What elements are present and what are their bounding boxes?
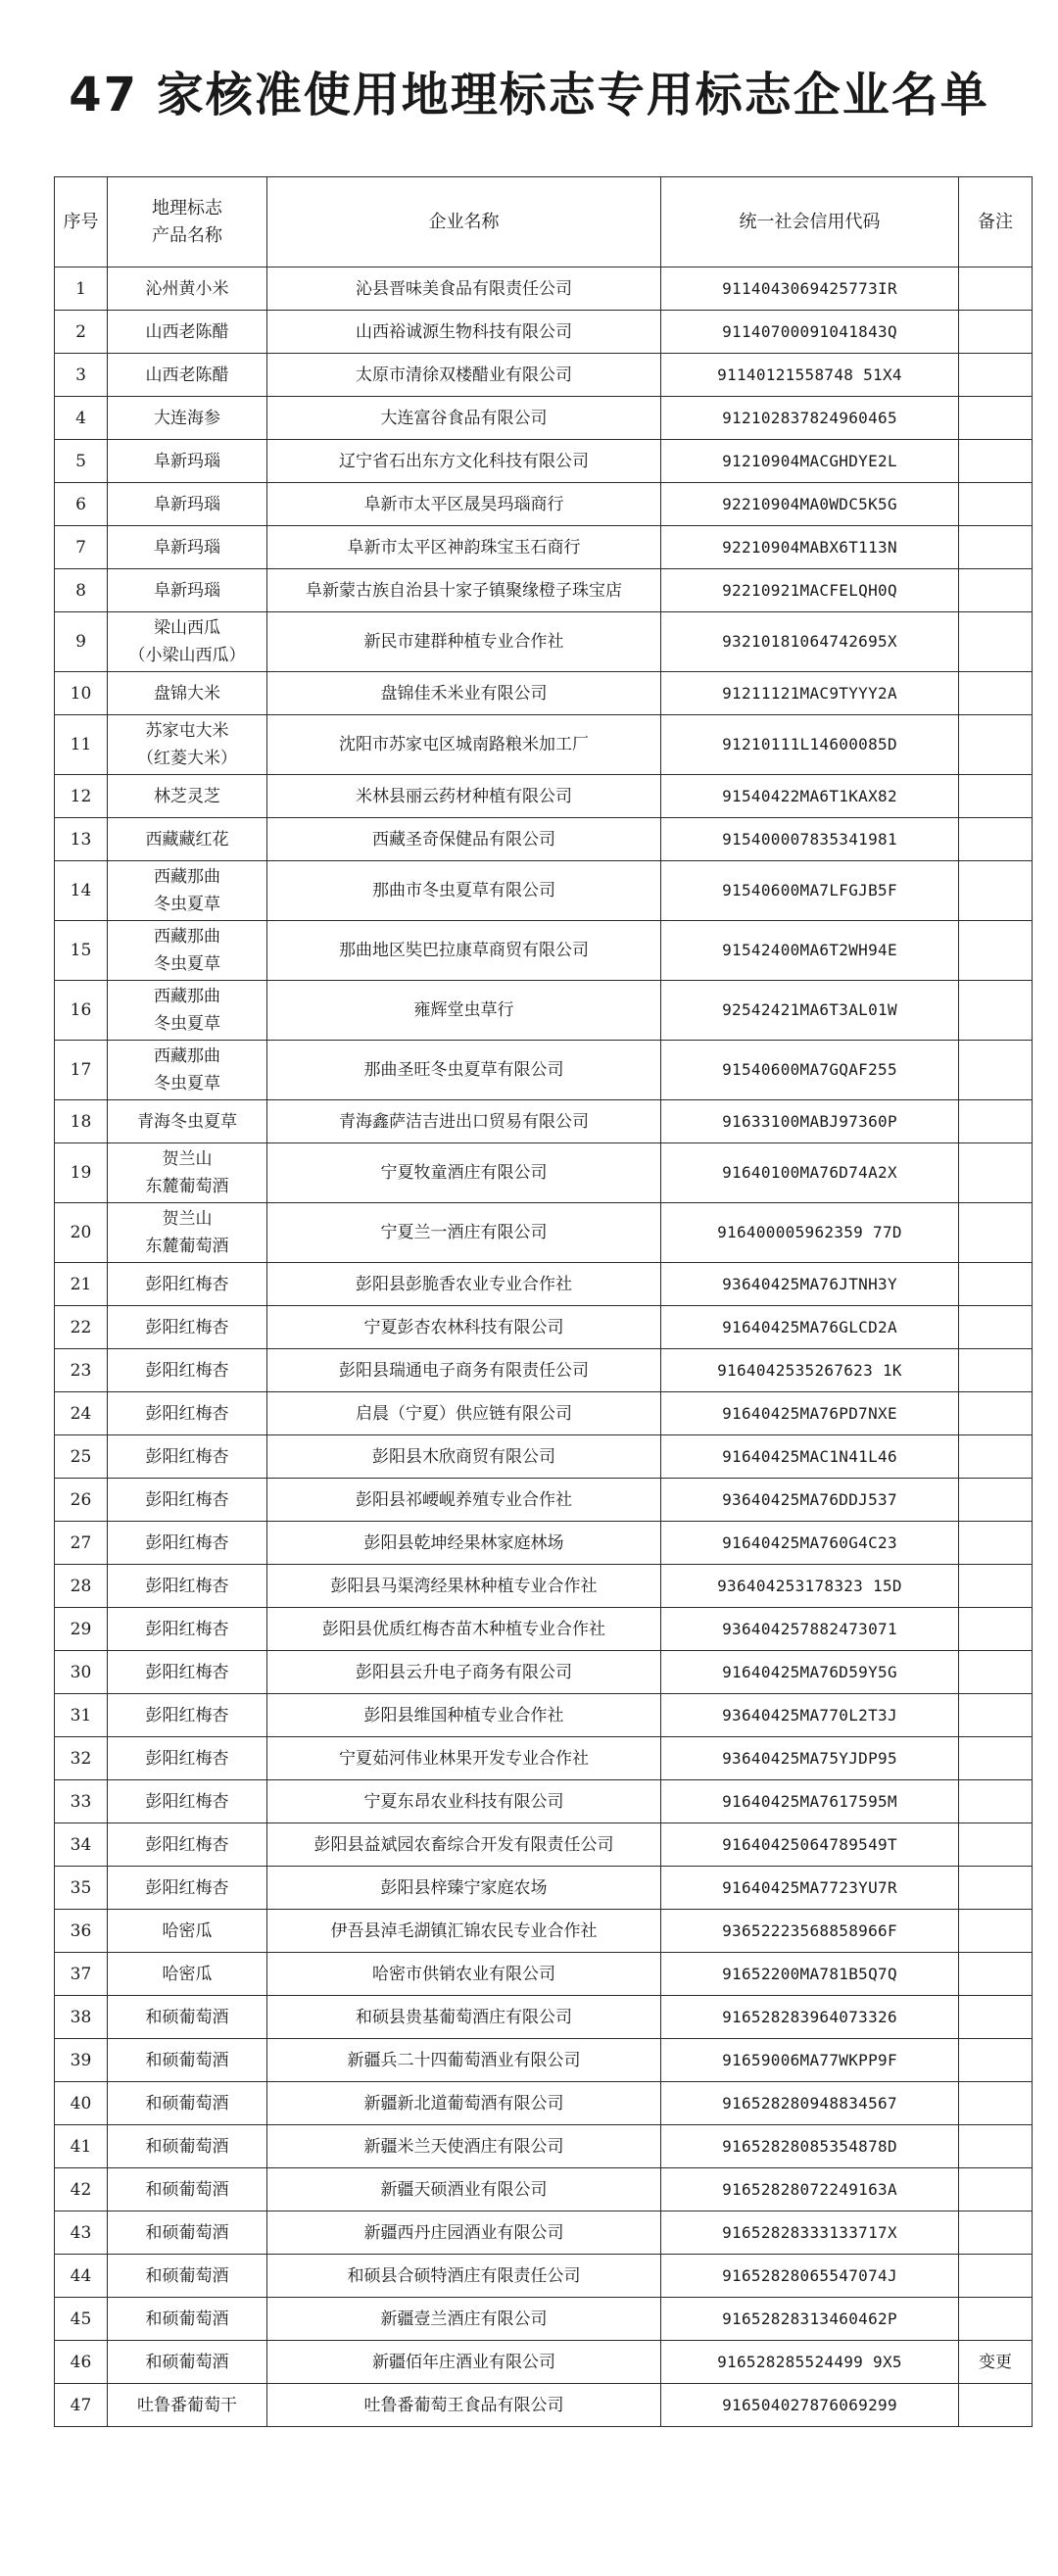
cell-credit-code: 91640425MA7723YU7R (661, 1867, 959, 1910)
cell-product: 彭阳红梅杏 (108, 1435, 267, 1479)
cell-company: 彭阳县优质红梅杏苗木种植专业合作社 (267, 1608, 661, 1651)
cell-credit-code: 936404253178323 15D (661, 1565, 959, 1608)
table-row (55, 526, 1033, 569)
cell-company: 新民市建群种植专业合作社 (267, 612, 661, 672)
header-code: 统一社会信用代码 (661, 177, 959, 267)
cell-product: 彭阳红梅杏 (108, 1694, 267, 1737)
cell-note (959, 1953, 1033, 1996)
cell-company: 雍辉堂虫草行 (267, 981, 661, 1041)
cell-product: 西藏那曲 冬虫夏草 (108, 981, 267, 1041)
cell-credit-code: 91659006MA77WKPP9F (661, 2039, 959, 2082)
cell-credit-code: 91540600MA7GQAF255 (661, 1041, 959, 1100)
cell-note (959, 2255, 1033, 2298)
cell-note (959, 1996, 1033, 2039)
cell-note (959, 2211, 1033, 2255)
table-row (55, 921, 1033, 981)
cell-company: 那曲圣旺冬虫夏草有限公司 (267, 1041, 661, 1100)
cell-company: 阜新市太平区晟昊玛瑙商行 (267, 483, 661, 526)
cell-credit-code: 93640425MA75YJDP95 (661, 1737, 959, 1780)
cell-company: 新疆新北道葡萄酒有限公司 (267, 2082, 661, 2125)
cell-product: 和硕葡萄酒 (108, 2211, 267, 2255)
cell-company: 彭阳县木欣商贸有限公司 (267, 1435, 661, 1479)
table-row (55, 981, 1033, 1041)
cell-company: 太原市清徐双楼醋业有限公司 (267, 354, 661, 397)
table-row (55, 1867, 1033, 1910)
cell-no: 37 (55, 1953, 108, 1996)
header-product: 地理标志 产品名称 (108, 177, 267, 267)
cell-credit-code: 92210904MA0WDC5K5G (661, 483, 959, 526)
table-row (55, 1100, 1033, 1143)
table-row (55, 354, 1033, 397)
table-body (55, 267, 1033, 2427)
cell-note (959, 1479, 1033, 1522)
table-row (55, 2384, 1033, 2427)
cell-product: 阜新玛瑙 (108, 526, 267, 569)
cell-product: 和硕葡萄酒 (108, 2039, 267, 2082)
table-row (55, 2298, 1033, 2341)
cell-credit-code: 9164042535267623 1K (661, 1349, 959, 1392)
cell-credit-code: 91640425MA76D59Y5G (661, 1651, 959, 1694)
cell-credit-code: 916400005962359 77D (661, 1203, 959, 1263)
table-row (55, 775, 1033, 818)
cell-credit-code: 936404257882473071 (661, 1608, 959, 1651)
cell-credit-code: 912102837824960465 (661, 397, 959, 440)
table-row (55, 1435, 1033, 1479)
cell-company: 山西裕诚源生物科技有限公司 (267, 311, 661, 354)
table-header-row (55, 177, 1033, 267)
cell-note (959, 354, 1033, 397)
cell-no: 47 (55, 2384, 108, 2427)
cell-company: 那曲市冬虫夏草有限公司 (267, 861, 661, 921)
cell-product: 彭阳红梅杏 (108, 1479, 267, 1522)
cell-note (959, 1143, 1033, 1203)
table-row (55, 1565, 1033, 1608)
header-company: 企业名称 (267, 177, 661, 267)
cell-note (959, 1522, 1033, 1565)
cell-no: 6 (55, 483, 108, 526)
cell-credit-code: 91210904MACGHDYE2L (661, 440, 959, 483)
cell-product: 彭阳红梅杏 (108, 1651, 267, 1694)
cell-product: 彭阳红梅杏 (108, 1608, 267, 1651)
table-row (55, 483, 1033, 526)
cell-product: 西藏那曲 冬虫夏草 (108, 861, 267, 921)
cell-no: 22 (55, 1306, 108, 1349)
cell-company: 彭阳县乾坤经果林家庭林场 (267, 1522, 661, 1565)
table-row (55, 1823, 1033, 1867)
cell-note (959, 1100, 1033, 1143)
cell-product: 彭阳红梅杏 (108, 1823, 267, 1867)
cell-no: 15 (55, 921, 108, 981)
cell-product: 彭阳红梅杏 (108, 1737, 267, 1780)
table-row (55, 1392, 1033, 1435)
header-note: 备注 (959, 177, 1033, 267)
cell-product: 哈密瓜 (108, 1953, 267, 1996)
cell-credit-code: 91652828313460462P (661, 2298, 959, 2341)
cell-no: 28 (55, 1565, 108, 1608)
cell-note (959, 775, 1033, 818)
cell-no: 32 (55, 1737, 108, 1780)
cell-company: 和硕县合硕特酒庄有限责任公司 (267, 2255, 661, 2298)
cell-no: 13 (55, 818, 108, 861)
table-row (55, 672, 1033, 715)
cell-company: 沁县晋味美食品有限责任公司 (267, 267, 661, 311)
table-row (55, 1780, 1033, 1823)
cell-note (959, 1737, 1033, 1780)
table-row (55, 1694, 1033, 1737)
cell-company: 宁夏彭杏农林科技有限公司 (267, 1306, 661, 1349)
cell-product: 彭阳红梅杏 (108, 1392, 267, 1435)
table-row (55, 1651, 1033, 1694)
cell-credit-code: 91640425MA76GLCD2A (661, 1306, 959, 1349)
cell-credit-code: 93210181064742695X (661, 612, 959, 672)
cell-credit-code: 91652828085354878D (661, 2125, 959, 2168)
cell-no: 3 (55, 354, 108, 397)
cell-note (959, 526, 1033, 569)
cell-credit-code: 91652828065547074J (661, 2255, 959, 2298)
table-row (55, 1608, 1033, 1651)
cell-note: 变更 (959, 2341, 1033, 2384)
cell-note (959, 1306, 1033, 1349)
cell-company: 宁夏东昂农业科技有限公司 (267, 1780, 661, 1823)
cell-note (959, 311, 1033, 354)
cell-product: 和硕葡萄酒 (108, 2082, 267, 2125)
cell-note (959, 1435, 1033, 1479)
table-row (55, 2168, 1033, 2211)
cell-credit-code: 91210111L14600085D (661, 715, 959, 775)
cell-product: 哈密瓜 (108, 1910, 267, 1953)
cell-product: 和硕葡萄酒 (108, 2341, 267, 2384)
table-row (55, 397, 1033, 440)
cell-no: 8 (55, 569, 108, 612)
table-row (55, 1143, 1033, 1203)
cell-note (959, 672, 1033, 715)
cell-product: 大连海参 (108, 397, 267, 440)
table-row (55, 440, 1033, 483)
cell-note (959, 1608, 1033, 1651)
cell-company: 伊吾县淖毛湖镇汇锦农民专业合作社 (267, 1910, 661, 1953)
table-row (55, 818, 1033, 861)
cell-company: 新疆兵二十四葡萄酒业有限公司 (267, 2039, 661, 2082)
cell-note (959, 483, 1033, 526)
cell-credit-code: 91140700091041843Q (661, 311, 959, 354)
cell-note (959, 921, 1033, 981)
table-row (55, 1479, 1033, 1522)
table-row (55, 1996, 1033, 2039)
cell-company: 米林县丽云药材种植有限公司 (267, 775, 661, 818)
cell-product: 阜新玛瑙 (108, 440, 267, 483)
table-row (55, 715, 1033, 775)
cell-product: 阜新玛瑙 (108, 569, 267, 612)
cell-note (959, 2168, 1033, 2211)
cell-no: 4 (55, 397, 108, 440)
cell-no: 41 (55, 2125, 108, 2168)
cell-no: 45 (55, 2298, 108, 2341)
cell-product: 彭阳红梅杏 (108, 1565, 267, 1608)
cell-product: 苏家屯大米 （红菱大米） (108, 715, 267, 775)
cell-no: 5 (55, 440, 108, 483)
cell-company: 新疆天硕酒业有限公司 (267, 2168, 661, 2211)
cell-note (959, 715, 1033, 775)
table-row (55, 267, 1033, 311)
cell-product: 和硕葡萄酒 (108, 1996, 267, 2039)
cell-note (959, 2125, 1033, 2168)
enterprise-table (54, 176, 1033, 2427)
table-row (55, 1203, 1033, 1263)
cell-no: 20 (55, 1203, 108, 1263)
cell-company: 新疆米兰天使酒庄有限公司 (267, 2125, 661, 2168)
table-row (55, 569, 1033, 612)
cell-product: 彭阳红梅杏 (108, 1780, 267, 1823)
cell-no: 1 (55, 267, 108, 311)
table-row (55, 1041, 1033, 1100)
cell-company: 辽宁省石出东方文化科技有限公司 (267, 440, 661, 483)
cell-no: 9 (55, 612, 108, 672)
cell-company: 彭阳县益斌园农畜综合开发有限责任公司 (267, 1823, 661, 1867)
cell-note (959, 2298, 1033, 2341)
cell-credit-code: 93652223568858966F (661, 1910, 959, 1953)
cell-note (959, 2039, 1033, 2082)
cell-product: 贺兰山 东麓葡萄酒 (108, 1203, 267, 1263)
table-row (55, 2039, 1033, 2082)
table-row (55, 1349, 1033, 1392)
cell-company: 彭阳县祁崾岘养殖专业合作社 (267, 1479, 661, 1522)
cell-product: 和硕葡萄酒 (108, 2125, 267, 2168)
cell-company: 大连富谷食品有限公司 (267, 397, 661, 440)
cell-note (959, 2082, 1033, 2125)
table-row (55, 612, 1033, 672)
table-row (55, 311, 1033, 354)
cell-product: 和硕葡萄酒 (108, 2298, 267, 2341)
cell-note (959, 818, 1033, 861)
cell-company: 新疆西丹庄园酒业有限公司 (267, 2211, 661, 2255)
cell-product: 彭阳红梅杏 (108, 1349, 267, 1392)
cell-no: 16 (55, 981, 108, 1041)
cell-no: 34 (55, 1823, 108, 1867)
cell-no: 39 (55, 2039, 108, 2082)
cell-credit-code: 91640425MA760G4C23 (661, 1522, 959, 1565)
cell-credit-code: 915400007835341981 (661, 818, 959, 861)
cell-company: 青海鑫萨洁吉进出口贸易有限公司 (267, 1100, 661, 1143)
cell-product: 彭阳红梅杏 (108, 1867, 267, 1910)
cell-note (959, 397, 1033, 440)
cell-company: 宁夏茹河伟业林果开发专业合作社 (267, 1737, 661, 1780)
cell-credit-code: 93640425MA76DDJ537 (661, 1479, 959, 1522)
cell-no: 30 (55, 1651, 108, 1694)
cell-credit-code: 92542421MA6T3AL01W (661, 981, 959, 1041)
cell-note (959, 267, 1033, 311)
cell-product: 彭阳红梅杏 (108, 1263, 267, 1306)
cell-note (959, 861, 1033, 921)
cell-no: 23 (55, 1349, 108, 1392)
cell-no: 26 (55, 1479, 108, 1522)
table-row (55, 1737, 1033, 1780)
cell-product: 西藏藏红花 (108, 818, 267, 861)
cell-product: 沁州黄小米 (108, 267, 267, 311)
cell-note (959, 1910, 1033, 1953)
cell-credit-code: 91652828072249163A (661, 2168, 959, 2211)
table-row (55, 2125, 1033, 2168)
cell-credit-code: 91633100MABJ97360P (661, 1100, 959, 1143)
cell-no: 18 (55, 1100, 108, 1143)
cell-company: 新疆佰年庄酒业有限公司 (267, 2341, 661, 2384)
cell-no: 35 (55, 1867, 108, 1910)
cell-credit-code: 91640425064789549T (661, 1823, 959, 1867)
cell-no: 43 (55, 2211, 108, 2255)
cell-credit-code: 916528285524499 9X5 (661, 2341, 959, 2384)
cell-company: 彭阳县瑞通电子商务有限责任公司 (267, 1349, 661, 1392)
cell-note (959, 981, 1033, 1041)
cell-note (959, 1867, 1033, 1910)
cell-credit-code: 93640425MA76JTNH3Y (661, 1263, 959, 1306)
cell-credit-code: 91640425MAC1N41L46 (661, 1435, 959, 1479)
cell-no: 40 (55, 2082, 108, 2125)
cell-company: 新疆壹兰酒庄有限公司 (267, 2298, 661, 2341)
cell-credit-code: 9114043069425773IR (661, 267, 959, 311)
cell-note (959, 1651, 1033, 1694)
cell-product: 吐鲁番葡萄干 (108, 2384, 267, 2427)
cell-note (959, 1565, 1033, 1608)
cell-no: 19 (55, 1143, 108, 1203)
cell-no: 21 (55, 1263, 108, 1306)
cell-company: 宁夏牧童酒庄有限公司 (267, 1143, 661, 1203)
cell-note (959, 2384, 1033, 2427)
cell-company: 彭阳县梓臻宁家庭农场 (267, 1867, 661, 1910)
cell-credit-code: 91652828333133717X (661, 2211, 959, 2255)
cell-credit-code: 916504027876069299 (661, 2384, 959, 2427)
cell-company: 吐鲁番葡萄王食品有限公司 (267, 2384, 661, 2427)
cell-product: 和硕葡萄酒 (108, 2255, 267, 2298)
cell-company: 彭阳县维国种植专业合作社 (267, 1694, 661, 1737)
cell-no: 7 (55, 526, 108, 569)
cell-no: 29 (55, 1608, 108, 1651)
cell-no: 44 (55, 2255, 108, 2298)
table-row (55, 1306, 1033, 1349)
cell-note (959, 612, 1033, 672)
cell-company: 彭阳县彭脆香农业专业合作社 (267, 1263, 661, 1306)
cell-credit-code: 91652200MA781B5Q7Q (661, 1953, 959, 1996)
cell-product: 彭阳红梅杏 (108, 1522, 267, 1565)
cell-note (959, 1203, 1033, 1263)
cell-product: 彭阳红梅杏 (108, 1306, 267, 1349)
cell-product: 西藏那曲 冬虫夏草 (108, 921, 267, 981)
cell-credit-code: 916528280948834567 (661, 2082, 959, 2125)
cell-note (959, 1392, 1033, 1435)
cell-company: 盘锦佳禾米业有限公司 (267, 672, 661, 715)
cell-product: 梁山西瓜 （小梁山西瓜） (108, 612, 267, 672)
cell-credit-code: 91640425MA7617595M (661, 1780, 959, 1823)
cell-note (959, 1823, 1033, 1867)
cell-product: 阜新玛瑙 (108, 483, 267, 526)
cell-no: 12 (55, 775, 108, 818)
cell-no: 17 (55, 1041, 108, 1100)
cell-product: 西藏那曲 冬虫夏草 (108, 1041, 267, 1100)
cell-credit-code: 91540422MA6T1KAX82 (661, 775, 959, 818)
cell-no: 11 (55, 715, 108, 775)
cell-no: 14 (55, 861, 108, 921)
cell-company: 阜新蒙古族自治县十家子镇聚缘橙子珠宝店 (267, 569, 661, 612)
cell-no: 42 (55, 2168, 108, 2211)
cell-note (959, 440, 1033, 483)
cell-no: 33 (55, 1780, 108, 1823)
table-row (55, 2082, 1033, 2125)
cell-company: 宁夏兰一酒庄有限公司 (267, 1203, 661, 1263)
table-row (55, 1910, 1033, 1953)
cell-no: 24 (55, 1392, 108, 1435)
page-title: 47 家核准使用地理标志专用标志企业名单 (69, 68, 989, 122)
cell-credit-code: 91542400MA6T2WH94E (661, 921, 959, 981)
cell-company: 彭阳县马渠湾经果林种植专业合作社 (267, 1565, 661, 1608)
cell-note (959, 1780, 1033, 1823)
table-row (55, 1953, 1033, 1996)
cell-note (959, 1694, 1033, 1737)
cell-credit-code: 91640100MA76D74A2X (661, 1143, 959, 1203)
cell-credit-code: 91211121MAC9TYYY2A (661, 672, 959, 715)
cell-note (959, 1263, 1033, 1306)
cell-product: 山西老陈醋 (108, 311, 267, 354)
cell-no: 27 (55, 1522, 108, 1565)
cell-note (959, 1349, 1033, 1392)
header-no: 序号 (55, 177, 108, 267)
cell-credit-code: 92210921MACFELQH0Q (661, 569, 959, 612)
cell-note (959, 569, 1033, 612)
cell-company: 启晨（宁夏）供应链有限公司 (267, 1392, 661, 1435)
cell-no: 36 (55, 1910, 108, 1953)
table-row (55, 1263, 1033, 1306)
cell-note (959, 1041, 1033, 1100)
cell-credit-code: 91540600MA7LFGJB5F (661, 861, 959, 921)
cell-no: 31 (55, 1694, 108, 1737)
table-row (55, 1522, 1033, 1565)
cell-company: 那曲地区奘巴拉康草商贸有限公司 (267, 921, 661, 981)
cell-credit-code: 91140121558748 51X4 (661, 354, 959, 397)
cell-product: 青海冬虫夏草 (108, 1100, 267, 1143)
cell-credit-code: 916528283964073326 (661, 1996, 959, 2039)
cell-product: 和硕葡萄酒 (108, 2168, 267, 2211)
cell-company: 西藏圣奇保健品有限公司 (267, 818, 661, 861)
cell-no: 46 (55, 2341, 108, 2384)
cell-product: 盘锦大米 (108, 672, 267, 715)
cell-company: 彭阳县云升电子商务有限公司 (267, 1651, 661, 1694)
table-row (55, 2341, 1033, 2384)
table-row (55, 2255, 1033, 2298)
table-row (55, 861, 1033, 921)
cell-no: 10 (55, 672, 108, 715)
cell-product: 山西老陈醋 (108, 354, 267, 397)
table-row (55, 2211, 1033, 2255)
cell-company: 哈密市供销农业有限公司 (267, 1953, 661, 1996)
cell-no: 2 (55, 311, 108, 354)
cell-company: 阜新市太平区神韵珠宝玉石商行 (267, 526, 661, 569)
cell-company: 和硕县贵基葡萄酒庄有限公司 (267, 1996, 661, 2039)
cell-no: 38 (55, 1996, 108, 2039)
cell-credit-code: 91640425MA76PD7NXE (661, 1392, 959, 1435)
cell-product: 贺兰山 东麓葡萄酒 (108, 1143, 267, 1203)
cell-no: 25 (55, 1435, 108, 1479)
cell-credit-code: 93640425MA770L2T3J (661, 1694, 959, 1737)
cell-product: 林芝灵芝 (108, 775, 267, 818)
cell-company: 沈阳市苏家屯区城南路粮米加工厂 (267, 715, 661, 775)
cell-credit-code: 92210904MABX6T113N (661, 526, 959, 569)
